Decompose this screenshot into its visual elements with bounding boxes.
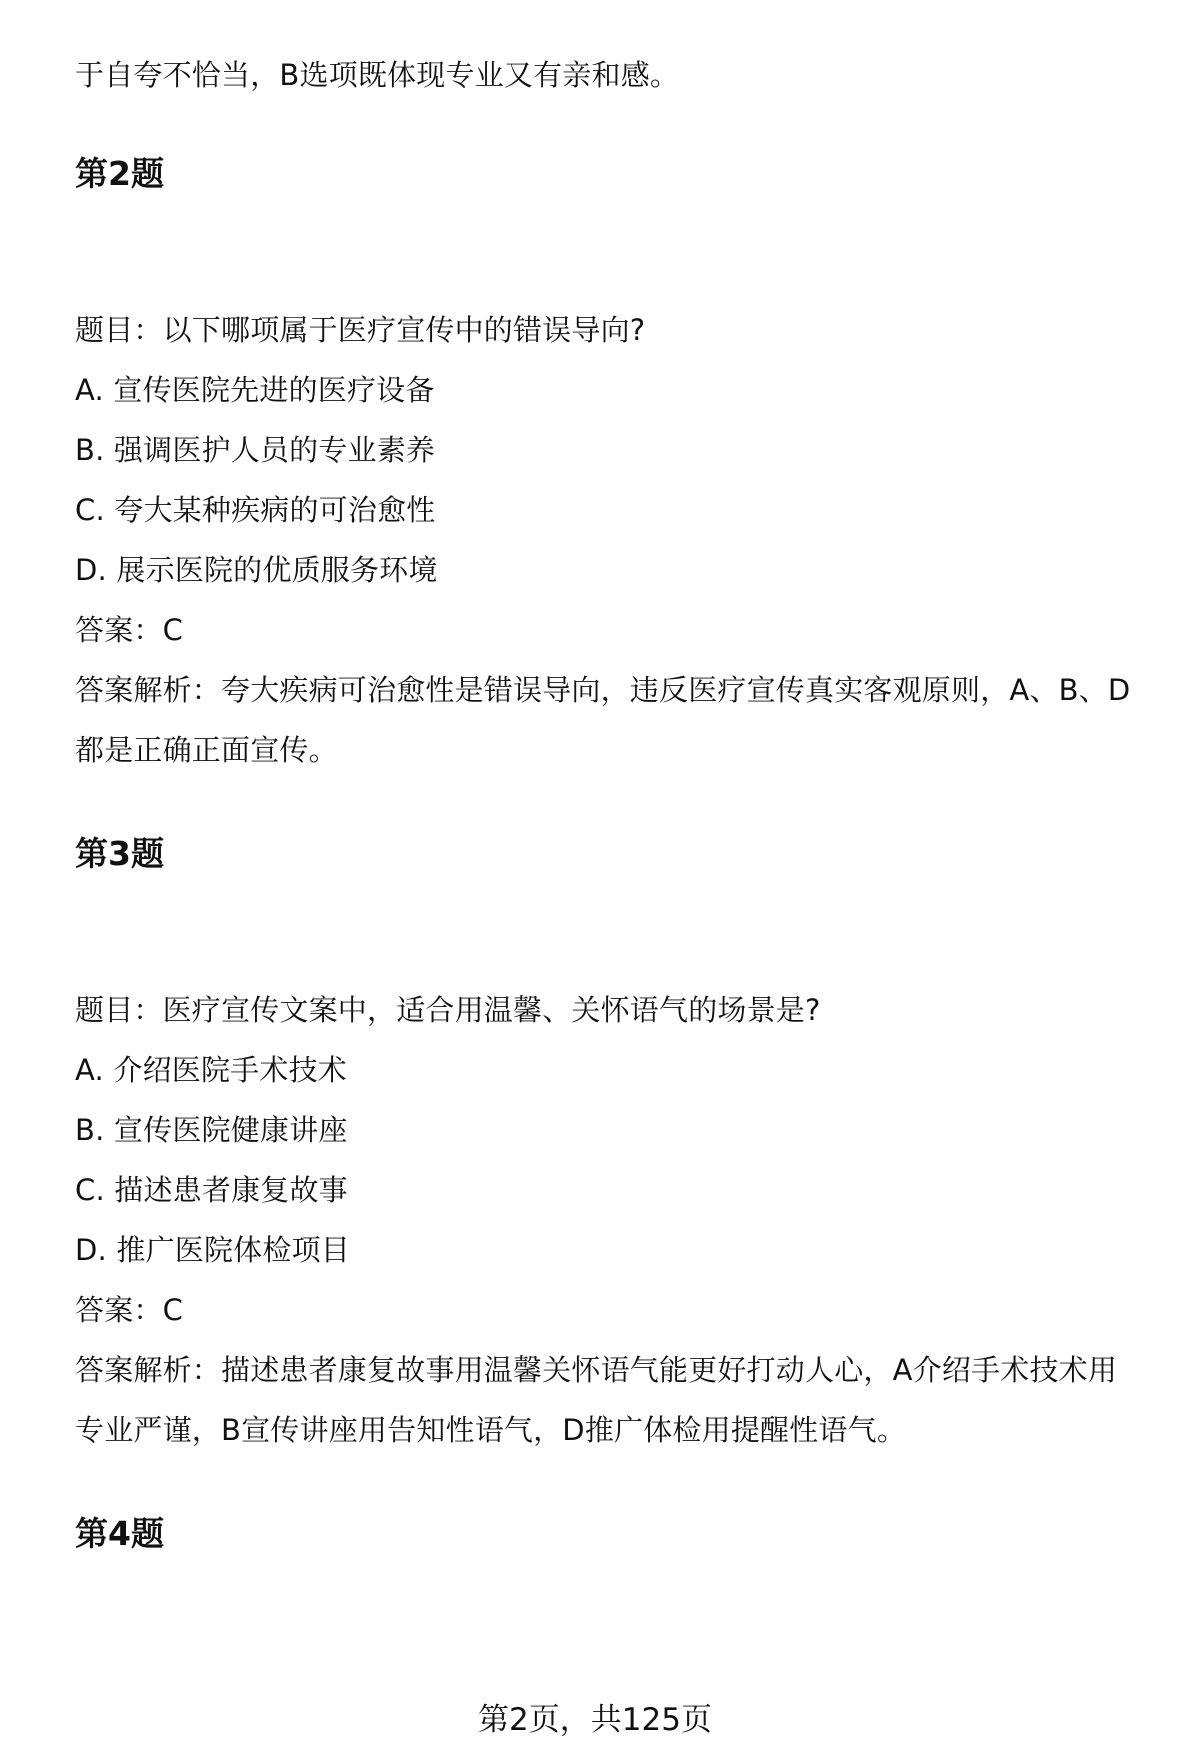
- q3-answer: 答案：C: [75, 1293, 184, 1327]
- page-number-footer: 第2页，共125页: [478, 1702, 712, 1738]
- q2-answer: 答案：C: [75, 613, 184, 647]
- q3-analysis-line-2: 专业严谨，B宣传讲座用告知性语气，D推广体检用提醒性语气。: [75, 1413, 907, 1447]
- q2-option-c: C. 夸大某种疾病的可治愈性: [75, 493, 436, 527]
- q2-option-a: A. 宣传医院先进的医疗设备: [75, 373, 435, 407]
- q2-heading: 第2题: [75, 154, 164, 193]
- q2-option-b: B. 强调医护人员的专业素养: [75, 433, 436, 467]
- q3-question: 题目：医疗宣传文案中，适合用温馨、关怀语气的场景是?: [75, 993, 821, 1027]
- q3-option-c: C. 描述患者康复故事: [75, 1173, 348, 1207]
- q3-option-b: B. 宣传医院健康讲座: [75, 1113, 348, 1147]
- q2-option-d: D. 展示医院的优质服务环境: [75, 553, 438, 587]
- q1-analysis-tail: 于自夸不恰当，B选项既体现专业又有亲和感。: [75, 58, 680, 92]
- q3-option-a: A. 介绍医院手术技术: [75, 1053, 347, 1087]
- q2-analysis-line-1: 答案解析：夸大疾病可治愈性是错误导向，违反医疗宣传真实客观原则，A、B、D: [75, 673, 1131, 707]
- q4-heading: 第4题: [75, 1514, 164, 1553]
- q3-heading: 第3题: [75, 834, 164, 873]
- q2-analysis-line-2: 都是正确正面宣传。: [75, 733, 338, 767]
- q3-analysis-line-1: 答案解析：描述患者康复故事用温馨关怀语气能更好打动人心，A介绍手术技术用: [75, 1353, 1118, 1387]
- q2-question: 题目：以下哪项属于医疗宣传中的错误导向?: [75, 313, 646, 347]
- q3-option-d: D. 推广医院体检项目: [75, 1233, 350, 1267]
